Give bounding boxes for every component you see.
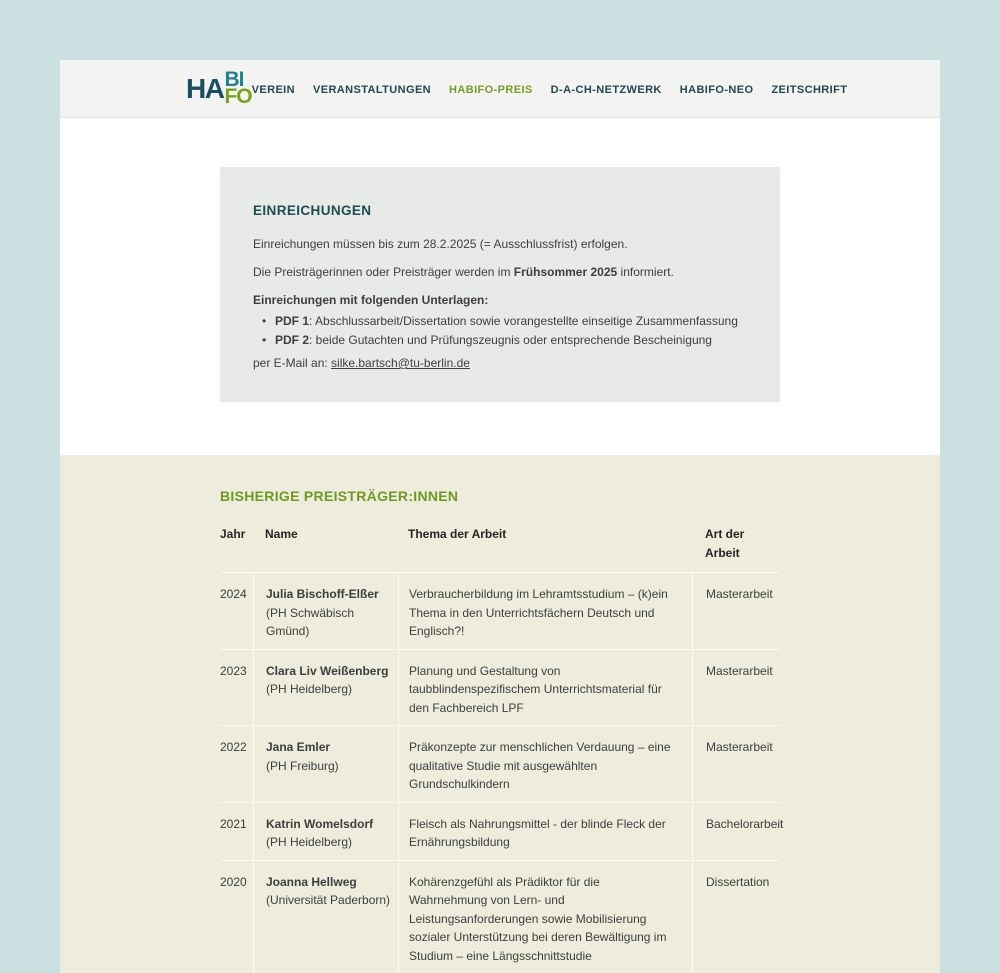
table-row [220,802,780,860]
nav-item-habifo-neo[interactable]: HABIFO-NEO [680,84,754,96]
deadline-text: Einreichungen müssen bis zum 28.2.2025 (= Ausschlussfrist) erfolgen. [253,235,747,254]
year-cell: 2022 [220,726,253,802]
nav-item-habifo-preis[interactable]: HABIFO-PREIS [449,84,533,96]
topic-cell: Fleisch als Nahrungsmittel - der blinde Fleck der Ernährungsbildung [398,803,692,860]
type-cell: Masterarbeit [692,726,780,802]
laureates-title: BISHERIGE PREISTRÄGER:INNEN [220,488,780,504]
table-row [220,860,780,973]
year-cell: 2020 [220,861,253,973]
logo-text-bi: BI [224,72,251,89]
notify-text: Die Preisträgerinnen oder Preisträger werden im Frühsommer 2025 informiert. [253,263,747,282]
year-cell: 2024 [220,573,253,649]
nav-item-verein[interactable]: VEREIN [252,84,295,96]
nav-item-zeitschrift[interactable]: ZEITSCHRIFT [771,84,847,96]
submissions-box [220,167,780,402]
topic-cell: Präkonzepte zur menschlichen Verdauung – eine qualitative Studie mit ausgewählten Grundschulkindern [398,726,692,802]
type-cell: Masterarbeit [692,573,780,649]
logo-text-fo: FO [224,89,251,106]
column-header-jahr: Jahr [220,519,253,572]
submissions-title: EINREICHUNGEN [253,203,747,218]
habifo-logo[interactable] [186,72,252,105]
list-item: • PDF 1: Abschlussarbeit/Dissertation sowie vorangestellte einseitige Zusammenfassung [253,312,747,331]
table-row [220,572,780,649]
column-header-art: Art der Arbeit [692,519,780,572]
type-cell: Masterarbeit [692,650,780,726]
list-item: • PDF 2: beide Gutachten und Prüfungszeugnis oder entsprechende Bescheinigung [253,331,747,350]
email-line: per E-Mail an: silke.bartsch@tu-berlin.de [253,354,747,373]
column-header-name: Name [253,519,398,572]
name-cell: Katrin Womelsdorf (PH Heidelberg) [253,803,398,860]
topic-cell: Planung und Gestaltung von taubblindenspezifischem Unterrichtsmaterial für den Fachbereich LPF [398,650,692,726]
year-cell: 2023 [220,650,253,726]
table-row [220,725,780,802]
name-cell: Clara Liv Weißenberg (PH Heidelberg) [253,650,398,726]
topic-cell: Verbraucherbildung im Lehramtsstudium – (k)ein Thema in den Unterrichtsfächern Deutsch und Englisch?! [398,573,692,649]
table-row [220,649,780,726]
site-header [60,60,940,118]
documents-list [253,312,747,350]
name-cell: Julia Bischoff-Elßer (PH Schwäbisch Gmünd) [253,573,398,649]
email-link[interactable]: silke.bartsch@tu-berlin.de [331,356,470,370]
year-cell: 2021 [220,803,253,860]
type-cell: Bachelorarbeit [692,803,780,860]
nav-item-veranstaltungen[interactable]: VERANSTALTUNGEN [313,84,431,96]
documents-lead: Einreichungen mit folgenden Unterlagen: [253,291,747,310]
name-cell: Jana Emler (PH Freiburg) [253,726,398,802]
column-header-thema: Thema der Arbeit [398,519,692,572]
topic-cell: Kohärenzgefühl als Prädiktor für die Wahrnehmung von Lern- und Leistungsanforderungen sowie Mobilisierung sozialer Unterstützung bei deren Bewältigung im Studium – eine Längsschnittstudie [398,861,692,973]
main-nav [252,80,848,98]
type-cell: Dissertation [692,861,780,973]
table-header-row [220,519,780,572]
nav-item-dach-netzwerk[interactable]: D-A-CH-NETZWERK [551,84,662,96]
logo-text-ha: HA [186,75,223,103]
laureates-section [60,455,940,973]
content-page [60,60,940,800]
name-cell: Joanna Hellweg (Universität Paderborn) [253,861,398,973]
submissions-section [60,118,940,455]
